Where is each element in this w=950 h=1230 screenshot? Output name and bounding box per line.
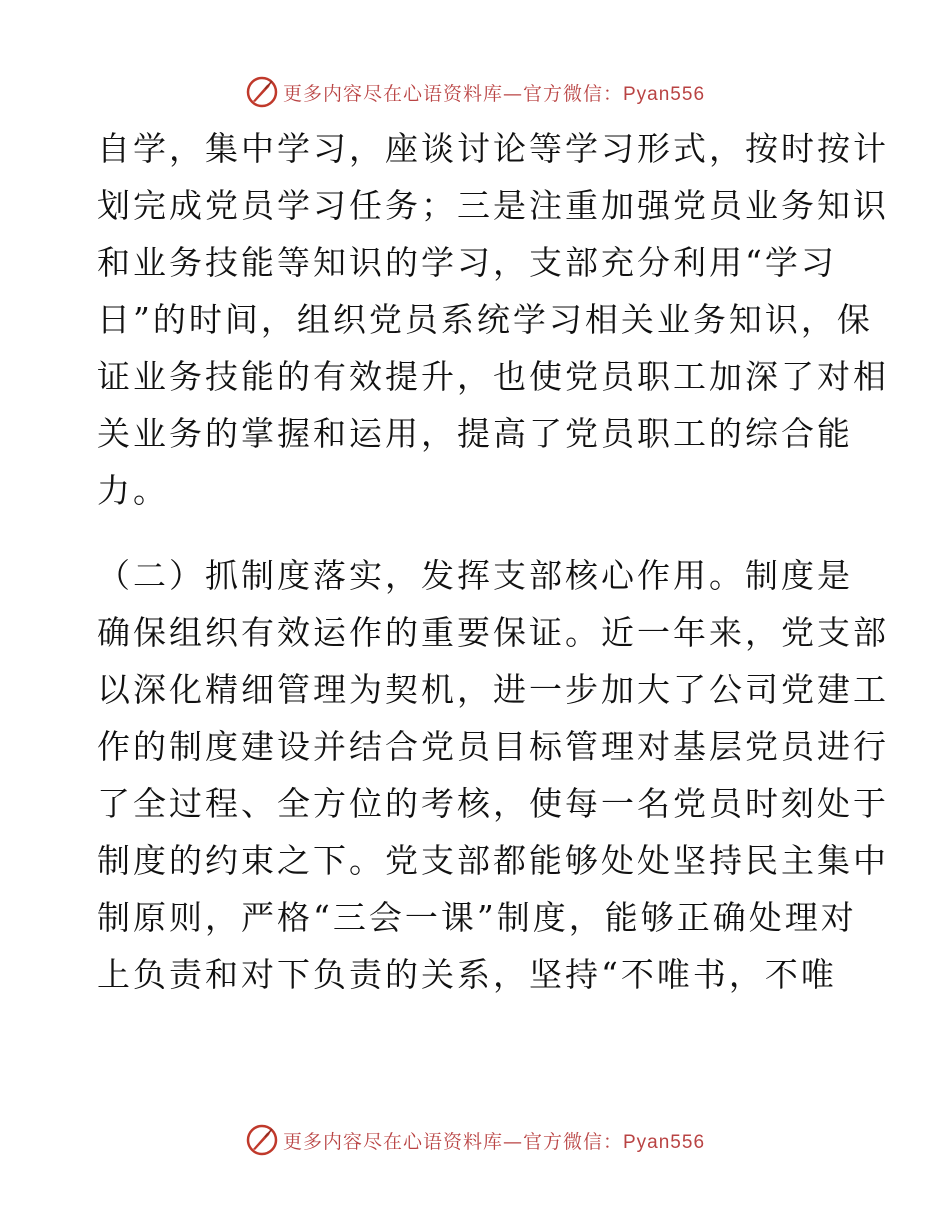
paragraph-line: 证业务技能的有效提升，也使党员职工加深了对相 xyxy=(97,357,889,396)
paragraph-line: 以深化精细管理为契机，进一步加大了公司党建工 xyxy=(97,670,889,709)
paragraph-line: 日”的时间，组织党员系统学习相关业务知识，保 xyxy=(97,300,873,339)
footer-banner-text xyxy=(283,1127,705,1154)
footer-wechat: 官方微信：Pyan556 xyxy=(523,1131,706,1153)
header-dash: — xyxy=(503,82,523,105)
paragraph-line: 了全过程、全方位的考核，使每一名党员时刻处于 xyxy=(97,784,889,823)
footer-dash: — xyxy=(503,1130,523,1153)
quill-logo-icon xyxy=(245,75,279,109)
paragraph-2 xyxy=(97,547,889,1003)
paragraph-line: 自学，集中学习，座谈讨论等学习形式，按时按计 xyxy=(97,129,889,168)
paragraph-gap xyxy=(97,519,857,547)
header-wechat: 官方微信：Pyan556 xyxy=(523,83,706,105)
paragraph-line: 上负责和对下负责的关系，坚持“不唯书，不唯 xyxy=(97,955,837,994)
header-banner-text xyxy=(283,79,705,106)
quill-logo-icon xyxy=(245,1123,279,1157)
footer-brand: 更多内容尽在心语资料库 xyxy=(282,1130,503,1153)
paragraph-line: 关业务的掌握和运用，提高了党员职工的综合能 xyxy=(97,414,853,453)
footer-banner xyxy=(0,1120,950,1160)
document-body xyxy=(97,120,889,1003)
paragraph-line: （二）抓制度落实，发挥支部核心作用。制度是 xyxy=(97,556,853,595)
paragraph-line: 划完成党员学习任务；三是注重加强党员业务知识 xyxy=(97,186,889,225)
paragraph-1 xyxy=(97,120,889,519)
paragraph-line: 和业务技能等知识的学习，支部充分利用“学习 xyxy=(97,243,837,282)
header-banner xyxy=(0,72,950,112)
paragraph-line: 制原则，严格“三会一课”制度，能够正确处理对 xyxy=(97,898,857,937)
paragraph-line: 制度的约束之下。党支部都能够处处坚持民主集中 xyxy=(97,841,889,880)
paragraph-line: 确保组织有效运作的重要保证。近一年来，党支部 xyxy=(97,613,889,652)
header-brand: 更多内容尽在心语资料库 xyxy=(282,82,503,105)
paragraph-line: 力。 xyxy=(97,471,169,510)
paragraph-line: 作的制度建设并结合党员目标管理对基层党员进行 xyxy=(97,727,889,766)
